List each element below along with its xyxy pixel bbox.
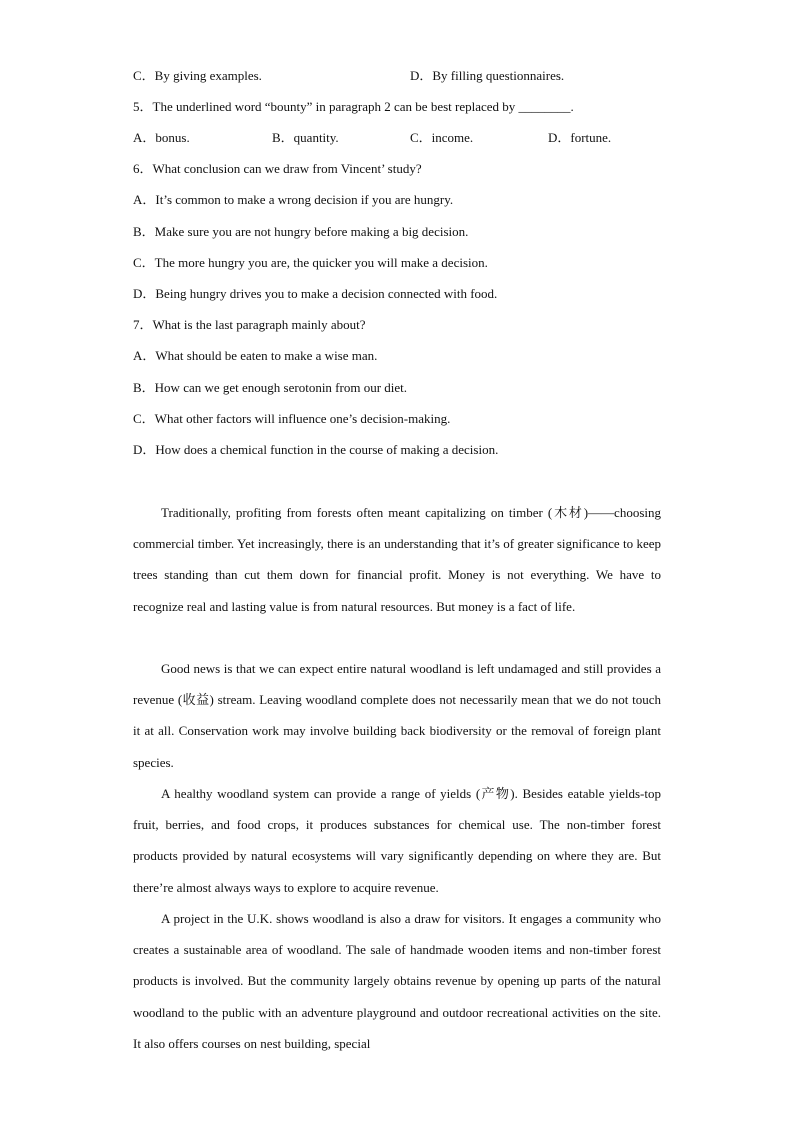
q5-stem: 5．The underlined word “bounty” in paragraph 2 can be best replaced by ________. bbox=[133, 99, 574, 114]
passage-paragraph-4: A project in the U.K. shows woodland is also a draw for visitors. It engages a community who creates a sustainable area of woodland. The sale of handmade wooden items and non-timber forest products is involved. But the community largely obtains revenue by opening up parts of the natural woodland to the public with an adventure playground and outdoor recreational activities on the site. It also offers courses on nest building, special bbox=[133, 911, 661, 1051]
q5-option-c: C．income. bbox=[410, 130, 474, 145]
q7-option-d: D．How does a chemical function in the course of making a decision. bbox=[133, 442, 499, 457]
passage-paragraph-1: Traditionally, profiting from forests often meant capitalizing on timber (木材)——choosing commercial timber. Yet increasingly, there is an understanding that it’s of greater significance to keep trees standing than cut them down for financial profit. Money is not everything. We have to recognize real and lasting value is from natural resources. But money is a fact of life. bbox=[133, 505, 661, 614]
q6-option-c: C．The more hungry you are, the quicker you will make a decision. bbox=[133, 255, 488, 270]
q7-option-b: B．How can we get enough serotonin from our diet. bbox=[133, 380, 408, 395]
passage-paragraph-3: A healthy woodland system can provide a range of yields (产物). Besides eatable yields-top fruit, berries, and food crops, it produces substances for chemical use. The non-timber forest products provided by natural ecosystems will vary significantly depending on where they are. But there’re almost always ways to explore to acquire revenue. bbox=[133, 786, 661, 895]
q7-option-c: C．What other factors will influence one’s decision-making. bbox=[133, 411, 451, 426]
q6-option-b: B．Make sure you are not hungry before making a big decision. bbox=[133, 224, 469, 239]
q7-stem: 7．What is the last paragraph mainly about? bbox=[133, 317, 366, 332]
q5-option-b: B．quantity. bbox=[272, 130, 339, 145]
passage-paragraph-2: Good news is that we can expect entire natural woodland is left undamaged and still provides a revenue (收益) stream. Leaving woodland complete does not necessarily mean that we do not touch it at all. Conservation work may involve building back biodiversity or the removal of foreign plant species. bbox=[133, 661, 661, 770]
q6-option-a: A．It’s common to make a wrong decision if you are hungry. bbox=[133, 192, 454, 207]
q4-option-c: C．By giving examples. bbox=[133, 68, 262, 83]
q7-option-a: A．What should be eaten to make a wise man. bbox=[133, 348, 378, 363]
q6-option-d: D．Being hungry drives you to make a decision connected with food. bbox=[133, 286, 498, 301]
q5-option-d: D．fortune. bbox=[548, 130, 612, 145]
q4-option-d: D．By filling questionnaires. bbox=[410, 68, 565, 83]
q5-option-a: A．bonus. bbox=[133, 130, 190, 145]
q6-stem: 6．What conclusion can we draw from Vincent’ study? bbox=[133, 161, 422, 176]
